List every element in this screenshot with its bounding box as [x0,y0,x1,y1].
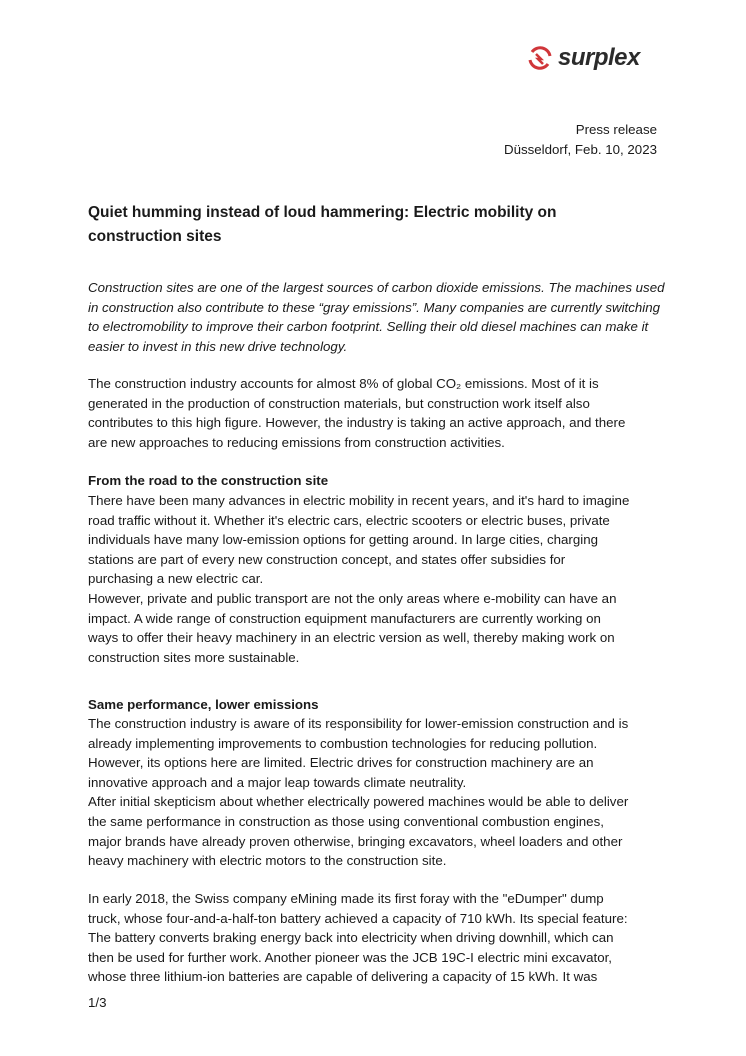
text-line: In early 2018, the Swiss company eMining made its first foray with the "eDumper" dump [88,891,604,906]
text-line: After initial skepticism about whether electrically powered machines would be able to deliver [88,794,629,810]
text-line: whose three lithium-ion batteries are capable of delivering a capacity of 15 kWh. It was [88,969,598,985]
place-date: Düsseldorf, Feb. 10, 2023 [503,141,657,157]
text-line: The battery converts braking energy back into electricity when driving downhill, which can [88,930,614,946]
header-info [504,120,657,159]
text-line: generated in the production of construction materials, but construction work itself also [88,395,590,411]
paragraph-2 [88,491,668,667]
text-line: construction sites [88,228,222,245]
text-line: impact. A wide range of construction equipment manufacturers are currently working on [88,610,601,626]
text-line: However, its options here are limited. Electric drives for construction machinery are an [88,755,594,771]
page-title [88,201,668,249]
heading-text: From the road to the construction site [88,473,329,488]
surplex-logo [526,44,640,72]
text-line: the same performance in construction as those using conventional combustion engines, [88,813,604,829]
text-line: road traffic without it. Whether it's electric cars, electric scooters or electric buses, private [88,512,610,528]
page-number [88,993,668,1013]
text-line: to electromobility to improve their carbon footprint. Selling their old diesel machines can make it [88,319,649,335]
text-line: innovative approach and a major leap towards climate neutrality. [88,774,467,790]
text-line: Construction sites are one of the largest sources of carbon dioxide emissions. The machines used [88,280,665,295]
text-line: stations are part of every new construction concept, and states offer subsidies for [88,551,566,567]
paragraph-4 [88,889,668,987]
text-line: There have been many advances in electric mobility in recent years, and it's hard to imagine [88,493,630,508]
text-line: then be used for further work. Another pioneer was the JCB 19C-I electric mini excavator, [88,949,613,965]
text-line: ways to offer their heavy machinery in an electric version as well, thereby making work on [88,630,615,646]
intro-paragraph [88,278,668,356]
text-line: in construction also contribute to these “gray emissions”. Many companies are currently switching [88,299,661,315]
text-line: construction sites more sustainable. [88,649,300,665]
text-line: individuals have many low-emission options for getting around. In large cities, charging [88,532,598,548]
paragraph-1 [88,374,668,452]
text-line: heavy machinery with electric motors to the construction site. [88,853,447,869]
text-line: contributes to this high figure. However, the industry is taking an active approach, and there [88,415,626,431]
text-line: However, private and public transport are not the only areas where e-mobility can have an [88,590,617,606]
heading-text: Same performance, lower emissions [88,697,319,712]
text-line: easier to invest in this new drive technology. [88,338,348,354]
surplex-logo-icon [526,44,554,72]
text-line: The construction industry is aware of its responsibility for lower-emission construction and is [88,716,629,731]
text-line: The construction industry accounts for almost 8% of global CO₂ emissions. Most of it is [88,376,599,391]
text-line: purchasing a new electric car. [88,571,264,587]
document-type: Press release [575,122,657,137]
text-line: already implementing improvements to combustion technologies for reducing pollution. [88,735,598,751]
heading-road-to-site [88,471,668,491]
text-line: truck, whose four-and-a-half-ton battery achieved a capacity of 710 kWh. Its special feature: [88,910,628,926]
heading-same-performance [88,695,668,715]
text-line: major brands have already proven otherwise, bringing excavators, wheel loaders and other [88,833,623,849]
text-line: Quiet humming instead of loud hammering: Electric mobility on [88,204,557,221]
text-line: are new approaches to reducing emissions from construction activities. [88,434,505,450]
page-number-text: 1/3 [88,995,107,1010]
paragraph-3 [88,714,668,871]
logo-text: surplex [558,44,640,71]
